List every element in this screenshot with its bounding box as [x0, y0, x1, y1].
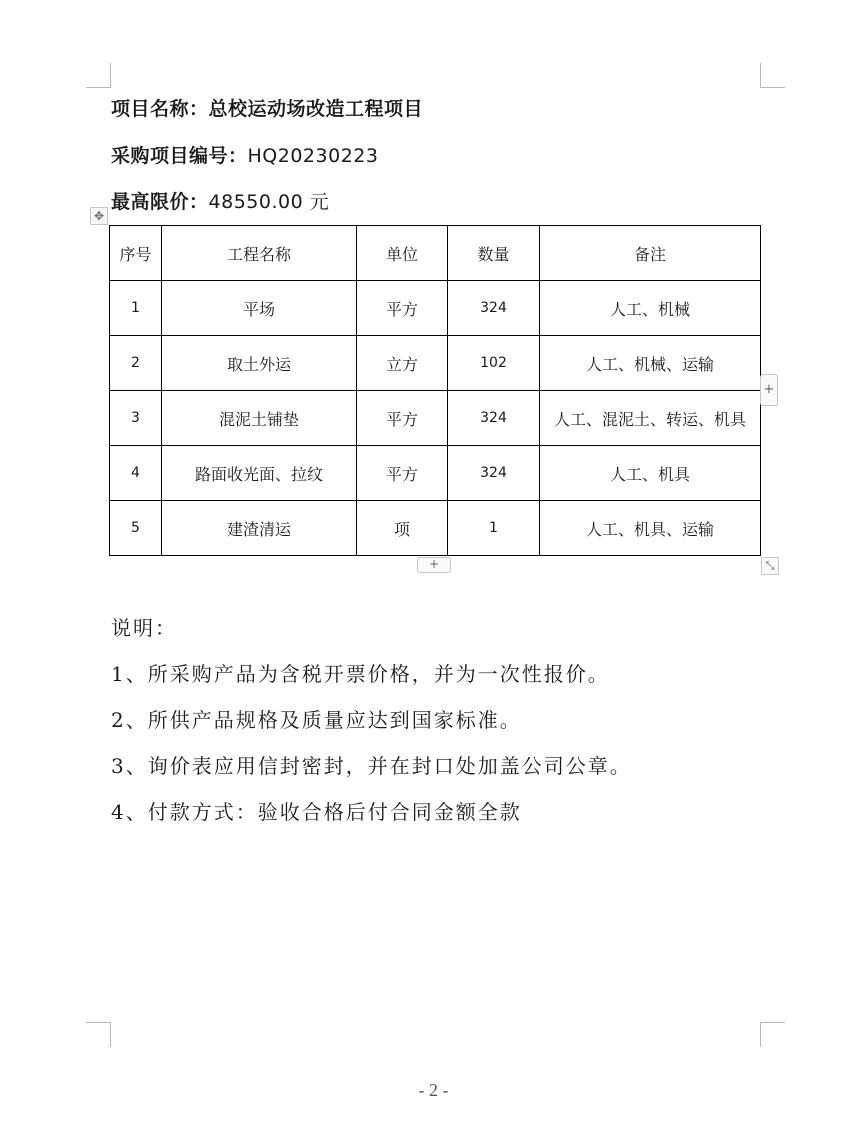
cell-index: 1 [110, 281, 162, 336]
cell-quantity: 324 [448, 446, 540, 501]
header-cell-index: 序号 [110, 226, 162, 281]
note-item: 2、所供产品规格及质量应达到国家标准。 [111, 708, 522, 732]
page-corner-mark [86, 1022, 111, 1047]
header-cell-remarks: 备注 [540, 226, 761, 281]
project-name-line [111, 94, 423, 121]
table-header-row [110, 226, 761, 281]
page-corner-mark [86, 63, 111, 88]
header-cell-unit: 单位 [357, 226, 448, 281]
project-code-value: HQ20230223 [247, 145, 379, 167]
add-row-button[interactable]: + [417, 557, 451, 573]
cell-index: 5 [110, 501, 162, 556]
cell-project: 平场 [162, 281, 357, 336]
table-row [110, 281, 761, 336]
move-icon: ✥ [93, 209, 105, 223]
cell-unit: 项 [357, 501, 448, 556]
cell-unit: 立方 [357, 336, 448, 391]
note-item: 3、询价表应用信封密封，并在封口处加盖公司公章。 [111, 754, 632, 778]
cell-quantity: 102 [448, 336, 540, 391]
table-row [110, 336, 761, 391]
note-item: 4、付款方式：验收合格后付合同金额全款 [111, 800, 522, 824]
max-price-label: 最高限价： [111, 191, 209, 213]
cell-remarks: 人工、机具、运输 [540, 501, 761, 556]
project-name-value: 总校运动场改造工程项目 [208, 98, 424, 120]
max-price-line [111, 187, 329, 214]
cell-project: 建渣清运 [162, 501, 357, 556]
table-row [110, 391, 761, 446]
cell-remarks: 人工、机具 [540, 446, 761, 501]
table-row [110, 501, 761, 556]
cell-project: 混泥土铺垫 [162, 391, 357, 446]
table-resize-handle[interactable] [761, 557, 779, 575]
page-number: - 2 - [418, 1080, 449, 1100]
resize-icon: ⤡ [765, 559, 775, 572]
project-code-label: 采购项目编号： [111, 145, 248, 167]
cell-project: 路面收光面、拉纹 [162, 446, 357, 501]
project-name-label: 项目名称： [111, 98, 209, 120]
notes-title: 说明： [111, 616, 177, 640]
cell-unit: 平方 [357, 446, 448, 501]
cell-index: 2 [110, 336, 162, 391]
page-corner-mark [760, 1022, 785, 1047]
cell-unit: 平方 [357, 391, 448, 446]
table-row [110, 446, 761, 501]
add-column-button[interactable]: + [760, 374, 778, 406]
cell-index: 3 [110, 391, 162, 446]
table-move-handle[interactable] [90, 207, 108, 225]
header-cell-project: 工程名称 [162, 226, 357, 281]
page-corner-mark [760, 63, 785, 88]
max-price-value: 48550.00 元 [208, 191, 330, 213]
note-item: 1、所采购产品为含税开票价格，并为一次性报价。 [111, 662, 610, 686]
header-cell-quantity: 数量 [448, 226, 540, 281]
cell-index: 4 [110, 446, 162, 501]
cell-unit: 平方 [357, 281, 448, 336]
cell-remarks: 人工、混泥土、转运、机具 [540, 391, 761, 446]
cell-quantity: 324 [448, 281, 540, 336]
quote-table [109, 225, 761, 556]
cell-quantity: 1 [448, 501, 540, 556]
project-code-line [111, 141, 378, 168]
cell-remarks: 人工、机械、运输 [540, 336, 761, 391]
cell-quantity: 324 [448, 391, 540, 446]
cell-remarks: 人工、机械 [540, 281, 761, 336]
cell-project: 取土外运 [162, 336, 357, 391]
